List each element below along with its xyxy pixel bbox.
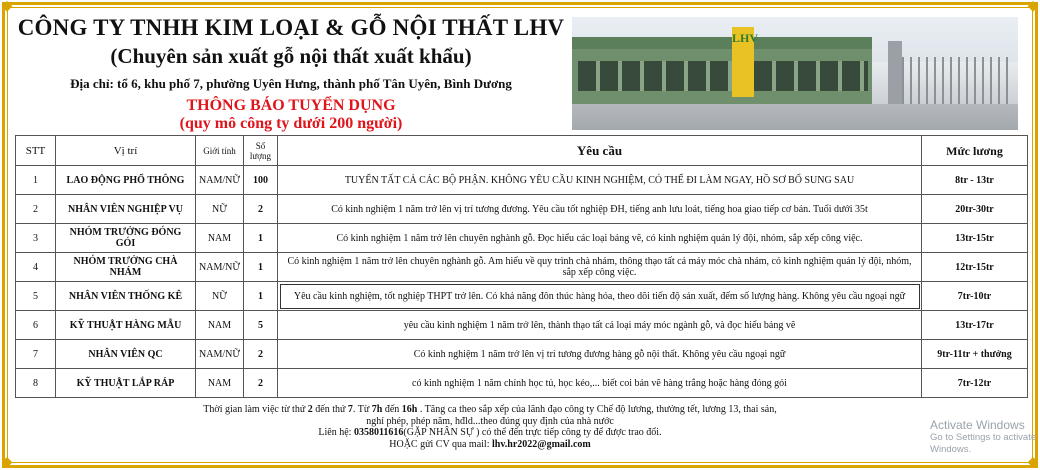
header-quantity: Số lượng [244, 136, 278, 166]
activate-windows-watermark [930, 418, 1040, 456]
row-position: NHÓM TRƯỞNG ĐÓNG GÓI [56, 224, 196, 253]
header-gender: Giới tính [196, 136, 244, 166]
row-position: KỸ THUẬT HÀNG MẪU [56, 311, 196, 340]
row-stt: 7 [16, 340, 56, 369]
notice-title: THÔNG BÁO TUYỂN DỤNG [186, 97, 396, 114]
row-salary: 13tr-15tr [922, 224, 1028, 253]
table-row [16, 311, 1028, 340]
row-quantity: 2 [244, 195, 278, 224]
row-requirements: có kinh nghiệm 1 năm chính học tủ, học kéo,... biết coi bản vẽ hàng trắng hoặc hàng đóng gói [278, 369, 922, 398]
corner-ornament-icon: ◆ [1, 0, 13, 14]
row-position: NHÂN VIÊN NGHIỆP VỤ [56, 195, 196, 224]
row-quantity: 2 [244, 369, 278, 398]
row-salary: 7tr-10tr [922, 282, 1028, 311]
row-gender: NAM [196, 369, 244, 398]
row-stt: 1 [16, 166, 56, 195]
row-quantity: 1 [244, 224, 278, 253]
factory-sign: LHV [732, 27, 754, 97]
header-salary: Mức lương [922, 136, 1028, 166]
row-quantity: 1 [244, 253, 278, 282]
table-row [16, 166, 1028, 195]
row-salary: 12tr-15tr [922, 253, 1028, 282]
footer-email: HOẶC gửi CV qua mail: lhv.hr2022@gmail.com [389, 438, 591, 450]
table-row [16, 340, 1028, 369]
corner-ornament-icon: ◆ [1, 455, 13, 470]
footer-info [160, 404, 820, 450]
row-stt: 8 [16, 369, 56, 398]
row-requirements: yêu cầu kinh nghiệm 1 năm trở lên, thành thạo tất cả loại máy móc ngành gỗ, và đọc hiểu bảng vẽ [278, 311, 922, 340]
row-stt: 2 [16, 195, 56, 224]
row-requirements: Yêu cầu kinh nghiệm, tốt nghiệp THPT trở lên. Có khả năng đôn thúc hàng hóa, theo dõi tiến độ sản xuất, đếm số lượng hàng. Không yêu cầu ngoại ngữ [278, 282, 922, 311]
row-salary: 8tr - 13tr [922, 166, 1028, 195]
row-stt: 6 [16, 311, 56, 340]
table-header-row [16, 136, 1028, 166]
row-position: KỸ THUẬT LẮP RÁP [56, 369, 196, 398]
footer-work-hours: Thời gian làm việc từ thứ 2 đến thứ 7. Từ 7h đến 16h . Tăng ca theo sắp xếp của lãnh đạo công ty Chế độ lương, thưởng tết, lương 13, thai sản, [203, 404, 777, 415]
row-gender: NAM/NỮ [196, 253, 244, 282]
header [14, 12, 568, 133]
row-quantity: 1 [244, 282, 278, 311]
row-salary: 13tr-17tr [922, 311, 1028, 340]
row-position: NHÂN VIÊN THỐNG KÊ [56, 282, 196, 311]
header-requirements: Yêu cầu [278, 136, 922, 166]
company-scale: (quy mô công ty dưới 200 người) [179, 115, 403, 132]
row-requirements: Có kinh nghiệm 1 năm trở lên vị trí tương đương hàng gỗ nội thất. Không yêu cầu ngoại ngữ [278, 340, 922, 369]
factory-photo [572, 17, 1018, 130]
contact-email: lhv.hr2022@gmail.com [491, 438, 591, 450]
row-stt: 3 [16, 224, 56, 253]
row-quantity: 5 [244, 311, 278, 340]
row-gender: NAM/NỮ [196, 340, 244, 369]
row-gender: NỮ [196, 195, 244, 224]
corner-ornament-icon: ◆ [1027, 0, 1039, 14]
job-table [15, 135, 1028, 398]
table-row [16, 369, 1028, 398]
row-requirements: Có kinh nghiệm 1 năm trở lên chuyên nghành gỗ. Đọc hiểu các loại bảng vẽ, có kinh nghiệm quản lý đội, nhóm, sắp xếp công việc. [278, 224, 922, 253]
table-row [16, 195, 1028, 224]
row-position: NHÂN VIÊN QC [56, 340, 196, 369]
header-position: Vị trí [56, 136, 196, 166]
row-position: NHÓM TRƯỞNG CHÀ NHÁM [56, 253, 196, 282]
watermark-subtitle: Go to Settings to activate Windows. [930, 432, 1037, 455]
row-gender: NAM/NỮ [196, 166, 244, 195]
table-row [16, 253, 1028, 282]
header-stt: STT [16, 136, 56, 166]
company-name: CÔNG TY TNHH KIM LOẠI & GỖ NỘI THẤT LHV [17, 15, 565, 40]
row-quantity: 100 [244, 166, 278, 195]
footer-contact: Liên hệ: 0358011616(GẶP NHÂN SỰ ) có thể đến trực tiếp công ty để được trao đổi. [318, 427, 662, 438]
row-salary: 20tr-30tr [922, 195, 1028, 224]
company-tagline: (Chuyên sản xuất gỗ nội thất xuất khẩu) [110, 44, 472, 68]
row-stt: 4 [16, 253, 56, 282]
row-gender: NAM [196, 311, 244, 340]
row-gender: NỮ [196, 282, 244, 311]
footer-benefits: nghỉ phép, phép năm, hđld...theo đúng quy định của nhà nước [366, 415, 614, 427]
row-requirements: Có kinh nghiệm 1 năm trở lên vị trí tương đương. Yêu cầu tốt nghiệp ĐH, tiếng anh lưu loát, tiếng hoa giao tiếp cơ bản. Tuổi dưới 35t [278, 195, 922, 224]
row-salary: 9tr-11tr + thưởng [922, 340, 1028, 369]
row-salary: 7tr-12tr [922, 369, 1028, 398]
row-quantity: 2 [244, 340, 278, 369]
table-row [16, 224, 1028, 253]
row-requirements: Có kinh nghiệm 1 năm trở lên chuyên nghành gỗ. Am hiểu về quy trình chà nhám, thông thạo tất cả máy móc chà nhám, có kinh nghiệm quản lý đội, nhóm, sắp xếp công việc. [278, 253, 922, 282]
row-requirements: TUYỂN TẤT CẢ CÁC BỘ PHẬN. KHÔNG YÊU CẦU KINH NGHIỆM, CÓ THỂ ĐI LÀM NGAY, HỒ SƠ BỔ SUNG SAU [278, 166, 922, 195]
row-stt: 5 [16, 282, 56, 311]
row-position: LAO ĐỘNG PHỔ THÔNG [56, 166, 196, 195]
company-address: Địa chỉ: tổ 6, khu phố 7, phường Uyên Hưng, thành phố Tân Uyên, Bình Dương [70, 76, 512, 91]
corner-ornament-icon: ◆ [1027, 455, 1039, 470]
table-row [16, 282, 1028, 311]
watermark-title: Activate Windows [930, 418, 1025, 432]
contact-phone: 0358011616 [353, 427, 404, 438]
row-gender: NAM [196, 224, 244, 253]
